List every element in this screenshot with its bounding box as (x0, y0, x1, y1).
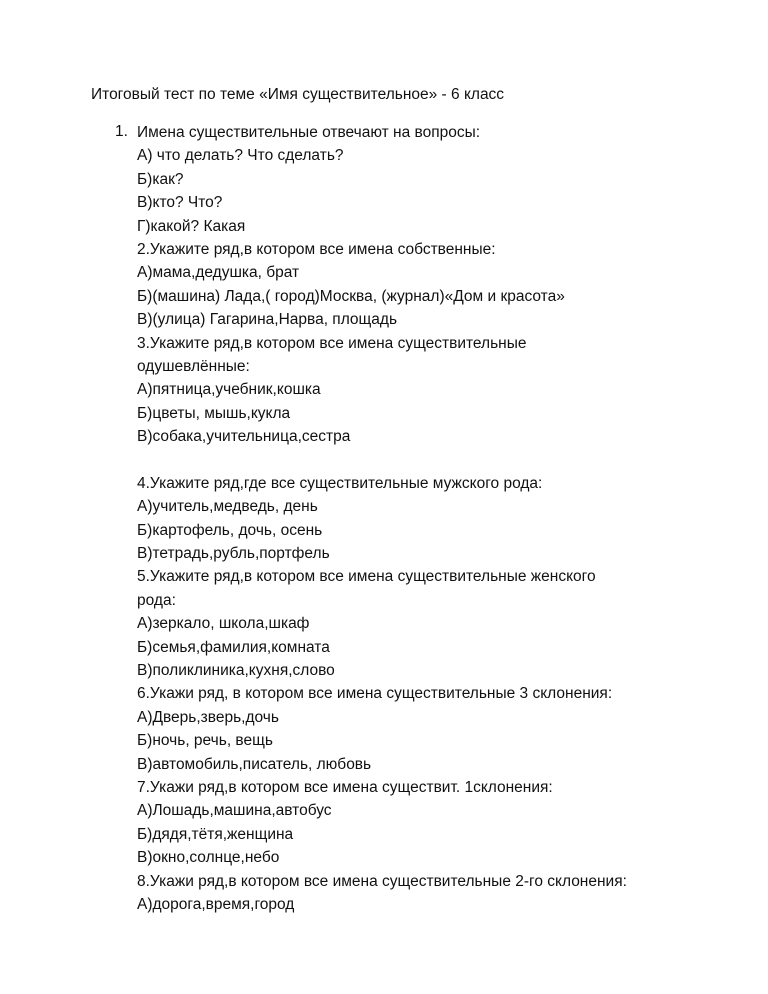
text-line: В)автомобиль,писатель, любовь (137, 755, 372, 773)
text-line: 2.Укажите ряд,в котором все имена собственные: (137, 240, 496, 258)
text-line: А)Лошадь,машина,автобус (137, 802, 332, 820)
text-line: А)мама,дедушка, брат (137, 264, 300, 282)
text-line: 8.Укажи ряд,в котором все имена существительные 2-го склонения: (137, 872, 627, 890)
text-line: Г)какой? Какая (137, 217, 246, 235)
text-line: Б)цветы, мышь,кукла (137, 404, 291, 422)
text-line: рода: (137, 591, 176, 609)
text-line: одушевлённые: (137, 357, 250, 375)
text-line: А)зеркало, школа,шкаф (137, 615, 310, 633)
text-line: 7.Укажи ряд,в котором все имена существит. 1склонения: (137, 778, 553, 796)
document-title: Итоговый тест по теме «Имя существительное» - 6 класс (91, 86, 505, 103)
text-line: В)собака,учительница,сестра (137, 428, 351, 446)
text-line: Б)семья,фамилия,комната (137, 638, 330, 656)
text-line: В)тетрадь,рубль,портфель (137, 545, 330, 563)
list-number: 1. (115, 123, 128, 140)
text-line: В)окно,солнце,небо (137, 849, 280, 867)
text-line: Б)ночь, речь, вещь (137, 732, 273, 750)
test-content (137, 121, 737, 916)
text-line: А)дорога,время,город (137, 895, 295, 913)
text-line: Б)как? (137, 170, 184, 188)
text-line: Имена существительные отвечают на вопросы: (137, 124, 481, 141)
text-line: Б)(машина) Лада,( город)Москва, (журнал)«Дом и красота» (137, 287, 565, 305)
text-line: 4.Укажите ряд,где все существительные мужского рода: (137, 474, 543, 492)
text-line: Б)дядя,тётя,женщина (137, 825, 294, 843)
text-line: 6.Укажи ряд, в котором все имена существительные 3 склонения: (137, 685, 613, 703)
text-line: Б)картофель, дочь, осень (137, 521, 323, 539)
text-line: А) что делать? Что сделать? (137, 147, 344, 165)
text-line: А)Дверь,зверь,дочь (137, 708, 279, 726)
text-line: В)поликлиника,кухня,слово (137, 661, 335, 679)
text-line: 5.Укажите ряд,в котором все имена существительные женского (137, 568, 596, 586)
text-line: А)пятница,учебник,кошка (137, 381, 321, 399)
text-line: В)(улица) Гагарина,Нарва, площадь (137, 311, 398, 329)
blank-line (137, 448, 737, 471)
text-line: А)учитель,медведь, день (137, 498, 318, 516)
text-line: 3.Укажите ряд,в котором все имена существительные (137, 334, 527, 352)
text-line: В)кто? Что? (137, 194, 223, 212)
